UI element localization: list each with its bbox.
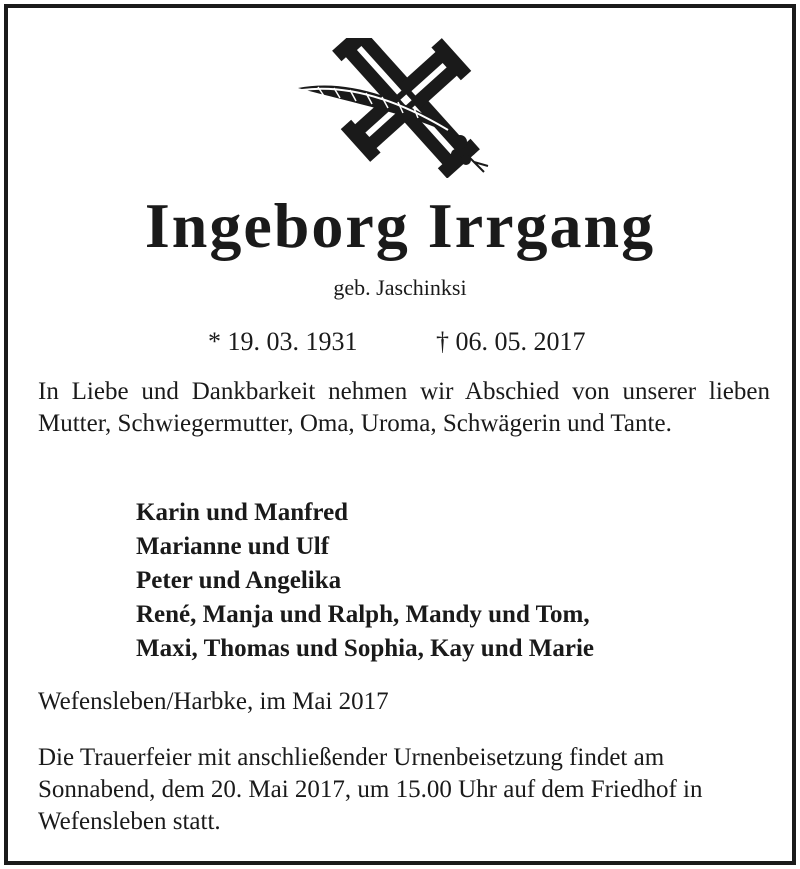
obituary-notice	[4, 4, 796, 865]
mourner-line: Marianne und Ulf	[136, 533, 330, 560]
mourner-line: Peter und Angelika	[136, 567, 342, 594]
mourner-line: Karin und Manfred	[136, 499, 349, 526]
cross-with-palm-branch-icon	[288, 38, 498, 178]
mourner-line: René, Manja und Ralph, Mandy und Tom,	[136, 601, 590, 628]
death-date: † 06. 05. 2017	[436, 327, 586, 356]
mourner-line: Maxi, Thomas und Sophia, Kay und Marie	[136, 635, 594, 662]
maiden-name: geb. Jaschinksi	[333, 275, 467, 300]
funeral-service-info: Die Trauerfeier mit anschließender Urnenbeisetzung findet am Sonnabend, dem 20. Mai 2017, um 15.00 Uhr auf dem Friedhof in Wefensleben statt.	[38, 744, 703, 835]
mourners-list	[136, 496, 756, 666]
place-and-date: Wefensleben/Harbke, im Mai 2017	[38, 688, 389, 715]
birth-date: * 19. 03. 1931	[208, 327, 358, 356]
deceased-name: Ingeborg Irrgang	[144, 190, 656, 261]
farewell-text: In Liebe und Dankbarkeit nehmen wir Abschied von unserer lieben Mutter, Schwiegermutter, Oma, Uroma, Schwägerin und Tante.	[38, 378, 770, 437]
